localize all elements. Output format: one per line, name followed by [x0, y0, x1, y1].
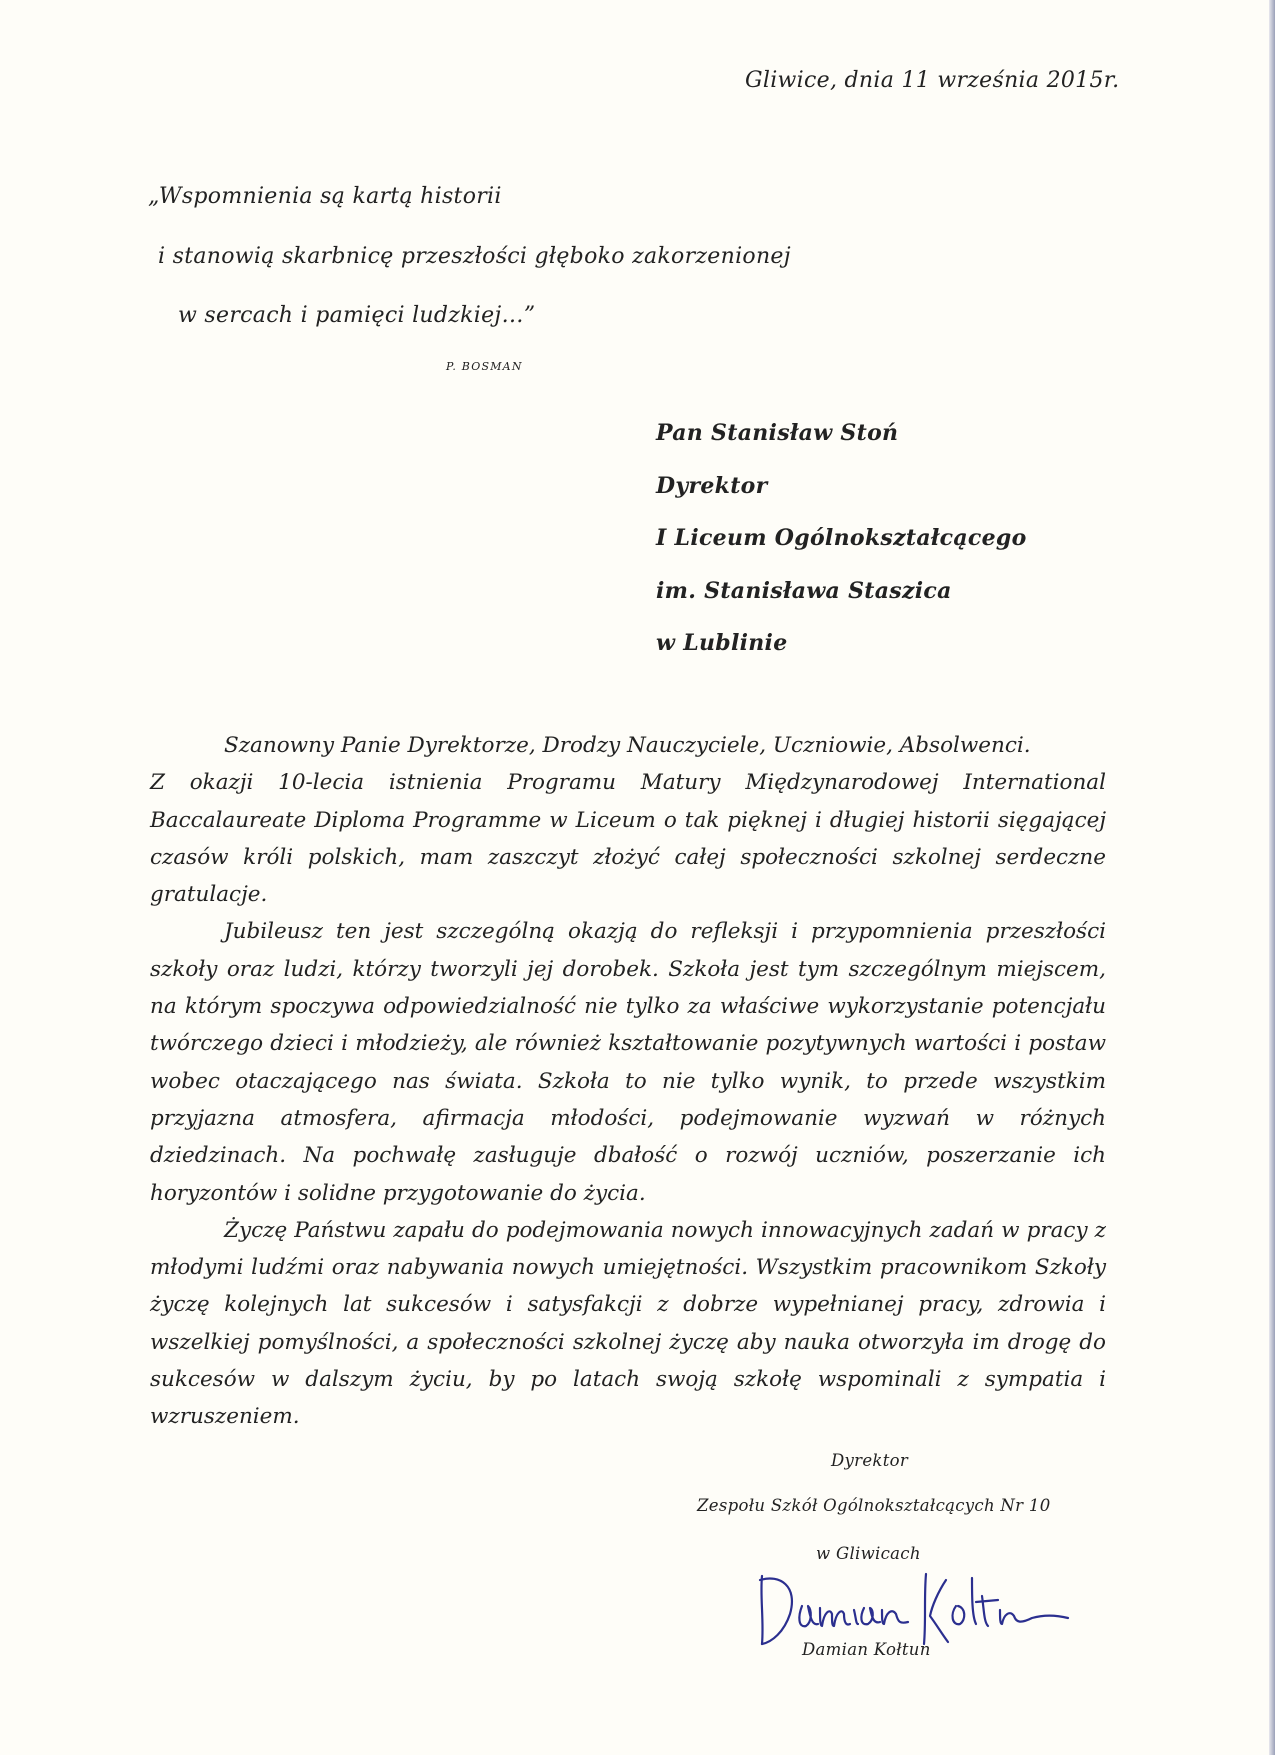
letter-date: Gliwice, dnia 11 września 2015r.	[745, 68, 1120, 93]
motto-author: P. BOSMAN	[446, 360, 523, 373]
recipient-city: w Lublinie	[656, 630, 788, 656]
signatory-city: w Gliwicach	[816, 1544, 921, 1563]
motto-line-3: w sercach i pamięci ludzkiej…”	[178, 303, 536, 328]
motto-line-1: „Wspomnienia są kartą historii	[148, 184, 502, 209]
signatory-name: Damian Kołtun	[802, 1640, 931, 1659]
signatory-institution: Zespołu Szkół Ogólnokształcących Nr 10	[697, 1496, 1051, 1515]
paragraph-2: Jubileusz ten jest szczególną okazją do refleksji i przypomnienia przeszłości szkoły oraz ludzi, którzy tworzyli jej dorobek. Szkoła jest tym szczególnym miejscem, na którym spoczywa odpowiedzialność nie tylko za właściwe wykorzystanie potencjału twórczego dzieci i młodzieży, ale również kształtowanie pozytywnych wartości i postaw wobec otaczającego nas świata. Szkoła to nie tylko wynik, to przede wszystkim przyjazna atmosfera, afirmacja młodości, podejmowanie wyzwań w różnych dziedzinach. Na pochwałę zasługuje dbałość o rozwój uczniów, poszerzanie ich horyzontów i solidne przygotowanie do życia.	[150, 919, 1106, 1206]
recipient-name: Pan Stanisław Stoń	[656, 420, 899, 446]
paragraph-1: Z okazji 10-lecia istnienia Programu Matury Międzynarodowej International Baccalaureate Diploma Programme w Liceum o tak pięknej i długiej historii sięgającej czasów króli polskich, mam zaszczyt złożyć całej społeczności szkolnej serdeczne gratulacje.	[150, 770, 1106, 908]
recipient-school: I Liceum Ogólnokształcącego	[656, 525, 1027, 551]
salutation: Szanowny Panie Dyrektorze, Drodzy Nauczyciele, Uczniowie, Absolwenci.	[224, 733, 1031, 758]
motto-line-2: i stanowią skarbnicę przeszłości głęboko zakorzenionej	[158, 244, 791, 269]
recipient-title: Dyrektor	[656, 473, 768, 499]
signatory-title: Dyrektor	[831, 1451, 909, 1470]
recipient-school-patron: im. Stanisława Staszica	[656, 578, 952, 604]
paragraph-3: Życzę Państwu zapału do podejmowania nowych innowacyjnych zadań w pracy z młodymi ludźmi oraz nabywania nowych umiejętności. Wszystkim pracownikom Szkoły życzę kolejnych lat sukcesów i satysfakcji z dobrze wypełnianej pracy, zdrowia i wszelkiej pomyślności, a społeczności szkolnej życzę aby nauka otworzyła im drogę do sukcesów w dalszym życiu, by po latach swoją szkołę wspominali z sympatia i wzruszeniem.	[150, 1217, 1106, 1430]
letter-body	[150, 727, 1106, 1436]
